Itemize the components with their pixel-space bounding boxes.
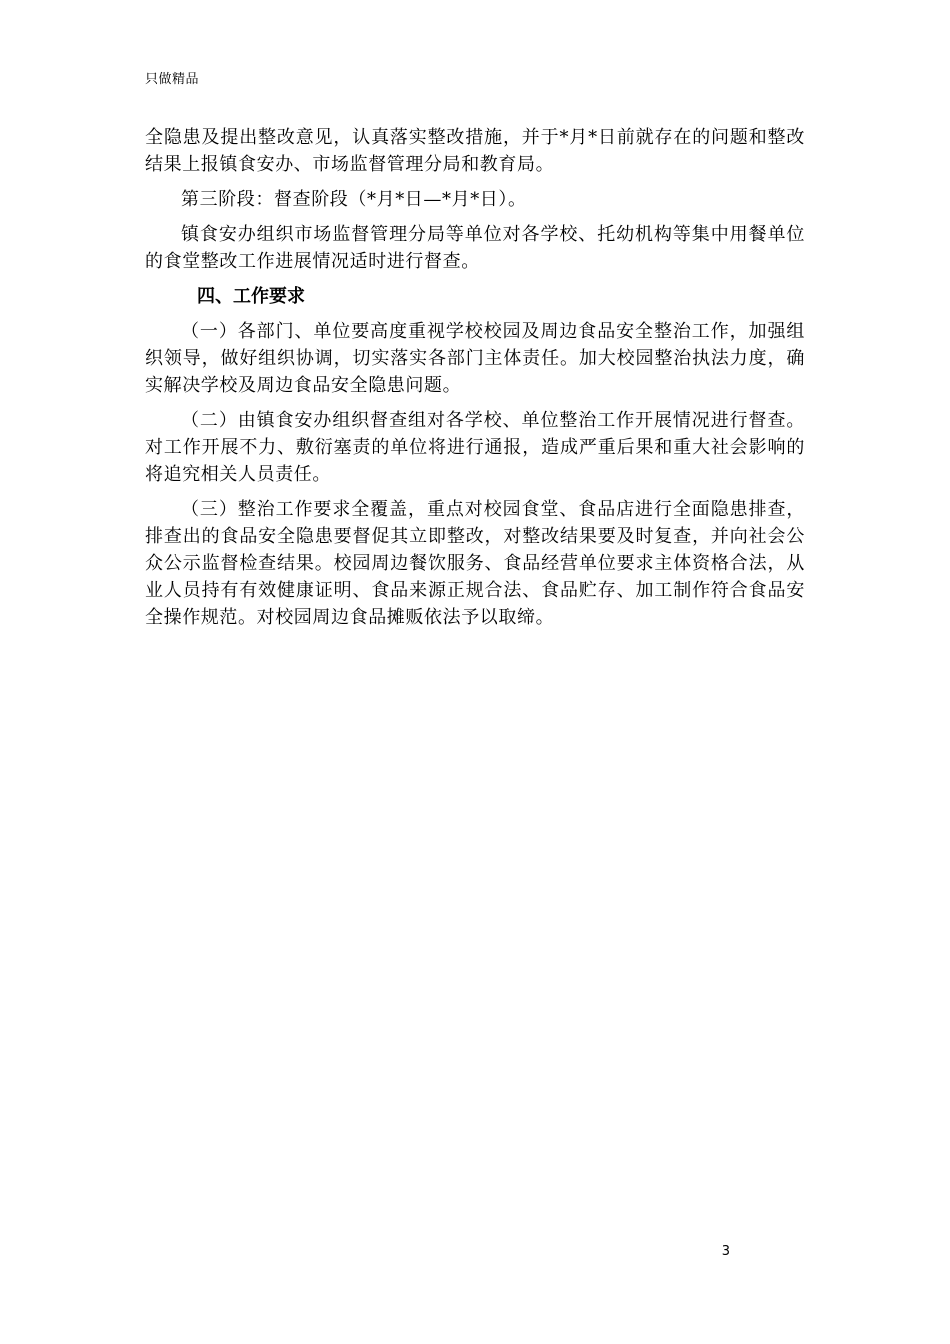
page-header: 只做精品 [145, 72, 200, 87]
paragraph-supervision: 镇食安办组织市场监督管理分局等单位对各学校、托幼机构等集中用餐单位的食堂整改工作进展情况适时进行督查。 [145, 224, 805, 272]
paragraph-continuation: 全隐患及提出整改意见，认真落实整改措施，并于*月*日前就存在的问题和整改结果上报镇食安办、市场监督管理分局和教育局。 [145, 127, 805, 175]
page-number: 3 [721, 1244, 730, 1259]
paragraph-stage-three: 第三阶段：督查阶段（*月*日—*月*日）。 [181, 189, 527, 210]
document-body [145, 124, 805, 631]
paragraph-requirement-1: （一）各部门、单位要高度重视学校校园及周边食品安全整治工作，加强组织领导，做好组织协调，切实落实各部门主体责任。加大校园整治执法力度，确实解决学校及周边食品安全隐患问题。 [145, 321, 805, 396]
paragraph-requirement-2: （二）由镇食安办组织督查组对各学校、单位整治工作开展情况进行督查。对工作开展不力、敷衍塞责的单位将进行通报，造成严重后果和重大社会影响的将追究相关人员责任。 [145, 410, 805, 485]
paragraph-requirement-3: （三）整治工作要求全覆盖，重点对校园食堂、食品店进行全面隐患排查，排查出的食品安全隐患要督促其立即整改，对整改结果要及时复查，并向社会公众公示监督检查结果。校园周边餐饮服务、食品经营单位要求主体资格合法，从业人员持有有效健康证明、食品来源正规合法、食品贮存、加工制作符合食品安全操作规范。对校园周边食品摊贩依法予以取缔。 [145, 499, 805, 628]
section-heading-work-requirements: 四、工作要求 [197, 286, 305, 307]
